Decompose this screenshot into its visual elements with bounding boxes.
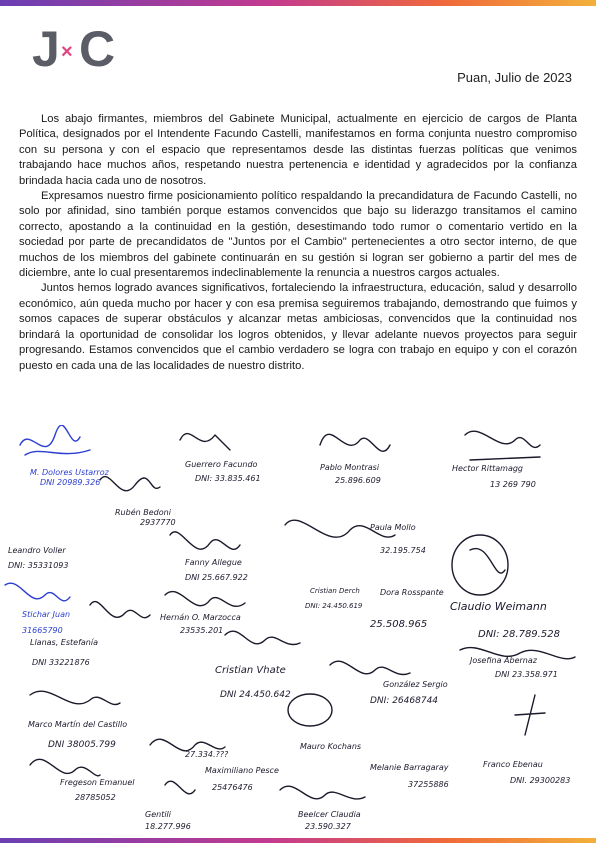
signature-block [483, 695, 570, 785]
signature-block [370, 523, 426, 555]
signer-name: Guerrero Facundo [185, 460, 258, 469]
signer-name: Cristian Derch [310, 587, 360, 595]
signer-name: Pablo Montrasi [320, 463, 380, 472]
signer-name: Hector Rittamagg [452, 464, 524, 473]
signer-id: DNI. 29300283 [510, 776, 571, 785]
signer-id: 23535.201 [180, 626, 224, 635]
signature-block [20, 425, 110, 487]
signer-id: 31665790 [22, 626, 63, 635]
signer-name: Paula Mollo [370, 523, 416, 532]
signature-block [28, 691, 127, 750]
svg-text:C: C [79, 22, 116, 74]
signer-id: DNI 33221876 [32, 658, 90, 667]
signer-id: DNI: 28.789.528 [478, 629, 560, 640]
signature-block [452, 431, 540, 489]
signature-block [150, 739, 229, 759]
signer-id: 27.334.??? [185, 750, 229, 759]
svg-text:×: × [61, 41, 73, 63]
signer-name: Gentili [145, 810, 171, 819]
signer-id: 28785052 [75, 793, 116, 802]
signer-name: Hernán O. Marzocca [160, 613, 241, 622]
signer-id: 32.195.754 [380, 546, 426, 555]
signature-block [100, 477, 176, 527]
top-gradient-bar [0, 0, 596, 6]
signature-block [460, 648, 575, 679]
signer-name: Melanie Barragaray [370, 763, 449, 772]
signer-id: DNI 38005.799 [48, 740, 116, 750]
svg-text:J: J [32, 22, 60, 74]
signer-name: Stichar Juan [22, 610, 71, 619]
signature-block [330, 661, 448, 706]
signature-block [215, 631, 300, 700]
signer-name: M. Dolores Ustarroz [30, 468, 109, 477]
signature-block [165, 766, 279, 794]
place-and-date: Puan, Julio de 2023 [457, 70, 572, 85]
signer-name: Maximiliano Pesce [205, 766, 279, 775]
signatures-area [0, 425, 596, 835]
signer-id: 13 269 790 [490, 480, 536, 489]
signer-name: Rubén Bedoni [115, 508, 171, 517]
signer-id: 2937770 [140, 518, 176, 527]
signature-block [370, 588, 444, 630]
signer-id: DNI: 33.835.461 [195, 474, 261, 483]
signer-name: Franco Ebenau [483, 760, 543, 769]
signer-id: DNI 25.667.922 [185, 573, 248, 582]
signature-block [450, 600, 560, 640]
signer-name: Dora Rosspante [380, 588, 444, 597]
signer-id: 25476476 [212, 783, 253, 792]
signer-id: DNI: 26468744 [370, 696, 439, 706]
signer-id: DNI 20989.326 [40, 478, 101, 487]
signature-block [170, 532, 248, 582]
signature-block [320, 434, 390, 485]
bottom-gradient-bar [0, 838, 596, 843]
signer-name: Beelcer Claudia [298, 810, 361, 819]
signer-id: 25.508.965 [370, 619, 428, 630]
signer-id: 25.896.609 [335, 476, 381, 485]
signer-name: Cristian Vhate [215, 665, 286, 676]
signature-block [452, 535, 508, 595]
signer-id: 37255886 [408, 780, 449, 789]
signer-name: Josefina Abernaz [470, 656, 537, 665]
signer-id: DNI: 35331093 [8, 561, 69, 570]
letter-body [19, 112, 577, 374]
signer-id: DNI 23.358.971 [495, 670, 558, 679]
letter-paragraph: Los abajo firmantes, miembros del Gabinete Municipal, actualmente en ejercicio de cargos de Planta Política, designados por el Intendente Facundo Castelli, manifestamos en forma conjunta nuestro compromiso con su persona y con el espacio que representamos desde las distintas fuerzas políticas que venimos trabajando hace muchos años, respetando nuestra pertenencia e identidad y agradecidos por la confianza brindada hacia cada uno de nosotros. [19, 113, 577, 187]
letter-paragraph: Expresamos nuestro firme posicionamiento político respaldando la precandidatura de Facundo Castelli, no solo por afinidad, sino también porque estamos convencidos que bajo su liderazgo transitamos el camino correcto, apostando a la continuidad en la gestión, desestimando todo rumor o comentario vertido en la sociedad por parte de precandidatos de "Juntos por el Cambio" pertenecientes a otro sector interno, de que muchos de los miembros del gabinete continuarán en su gestión si logran ser gobierno a partir del mes de diciembre, ante lo cual presentaremos indeclinablemente la renuncia a nuestros cargos actuales. [19, 190, 577, 280]
signature-block [5, 583, 70, 635]
signature-block [280, 786, 365, 831]
signer-id: DNI: 24.450.619 [305, 602, 363, 610]
letter-paragraph: Juntos hemos logrado avances significativos, fortaleciendo la infraestructura, educación, salud y desarrollo económico, aún queda mucho por hacer y con esa premisa seguiremos trabajando, demostrando que fuimos y somos capaces de superar obstáculos y alcanzar metas ambiciosas, convencidos que la continuidad nos brindará la oportunidad de consolidar los logros obtenidos, y llevar adelante nuevos proyectos para seguir progresando. Estamos convencidos que el cambio verdadero se logra con trabajo en equipo y con el corazón puesto en cada una de las localidades de nuestro distrito. [19, 282, 577, 372]
signer-name: Mauro Kochans [300, 742, 362, 751]
signature-block [288, 694, 361, 751]
signer-id: 23.590.327 [305, 822, 351, 831]
signer-id: 18.277.996 [145, 822, 191, 831]
signature-block [145, 810, 191, 831]
signature-block [285, 520, 395, 610]
party-logo [32, 22, 124, 74]
signer-name: Llanas, Estefanía [30, 638, 99, 647]
signer-name: Claudio Weimann [450, 600, 547, 613]
signature-block [30, 759, 135, 802]
signer-name: González Sergio [383, 680, 448, 689]
signer-name: Fregeson Emanuel [60, 778, 135, 787]
signer-name: Leandro Voller [8, 546, 66, 555]
signer-name: Fanny Allegue [185, 558, 242, 567]
signer-name: Marco Martín del Castillo [28, 720, 128, 729]
signature-block [8, 546, 68, 570]
signer-id: DNI 24.450.642 [220, 690, 291, 700]
signature-block [180, 434, 261, 483]
signature-block [160, 592, 245, 635]
signature-block [370, 763, 449, 789]
